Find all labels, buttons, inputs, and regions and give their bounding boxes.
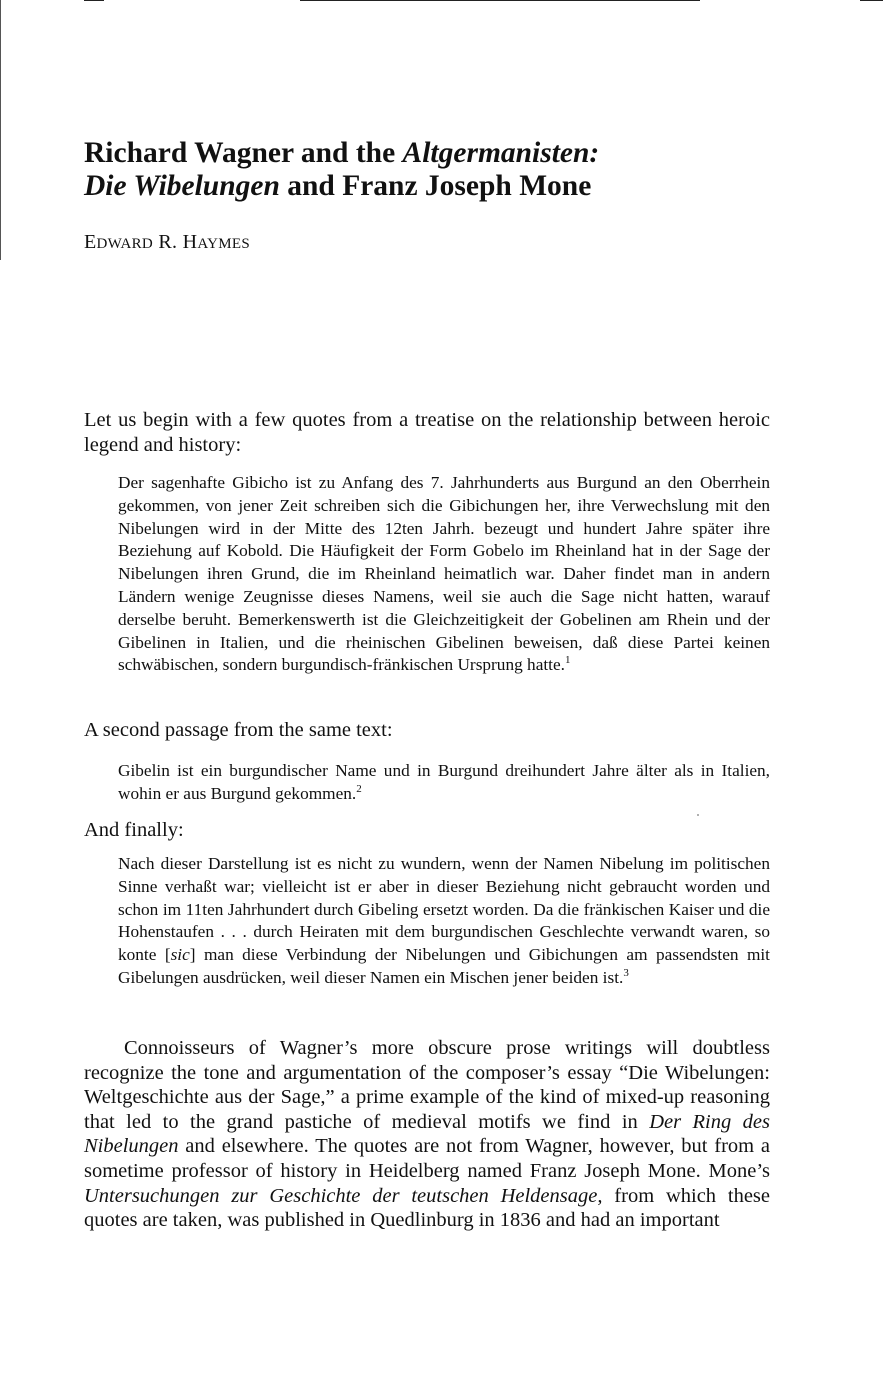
title-line-2: Die Wibelungen and Franz Joseph Mone (84, 170, 592, 202)
second-passage-intro: A second passage from the same text: (84, 719, 393, 741)
top-rule-center (300, 0, 700, 1)
closing-paragraph: Connoisseurs of Wagner’s more obscure prose writings will doubtless recognize the tone and argumentation of the composer’s essay “Die Wibelungen: Weltgeschichte aus der Sage,” a prime example of the kind of mixed-up reasoning that led to the grand pastiche of medieval motifs we find in Der Ring des Nibelungen and elsewhere. The quotes are not from Wagner, however, but from a sometime professor of history in Heidelberg named Franz Joseph Mone. Mone’s Untersuchungen zur Geschichte der teutschen Heldensage, from which these quotes are taken, was published in Quedlinburg in 1836 and had an important (84, 1037, 770, 1232)
untersuchungen-title: Untersuchungen zur Geschichte der teutschen Heldensage, (84, 1184, 603, 1207)
intro-paragraph: Let us begin with a few quotes from a treatise on the relationship between heroic legend and history: (84, 409, 770, 456)
footnote-marker-2[interactable]: 2 (356, 783, 362, 796)
top-rule-right (860, 0, 883, 1)
footnote-marker-1[interactable]: 1 (564, 654, 571, 667)
block-quote-2: Gibelin ist ein burgundischer Name und in Burgund dreihundert Jahre älter als in Italien, wohin er aus Burgund gekommen.$^2$ (118, 761, 770, 803)
top-rule-left (84, 0, 104, 1)
article-title (84, 137, 804, 203)
author-name: EDWARD R. HAYMES (84, 231, 250, 253)
finally-intro: And finally: (84, 819, 184, 841)
block-quote-1: Der sagenhafte Gibicho ist zu Anfang des 7. Jahrhunderts aus Burgund an den Oberrhein gekommen, von jener Zeit schreiben sich die Gibichungen her, ihre Verwechslung mit den Nibelungen wird in der Mitte des 12ten Jahrh. bezeugt und hundert Jahre später ihre Beziehung auf Kobold. Die Häufigkeit der Form Gobelo im Rheinland hat in der Sage der Nibelungen ihren Grund, die im Rheinland heimatlich war. Daher findet man in andern Ländern wenige Zeugnisse dieses Namens, weil sie auch die Sage nicht hatten, warauf derselbe beruht. Bemerkenswerth ist die Gleichzeitigkeit der Gobelinen am Rhein und der Gibelinen in Italien, und die rheinischen Gibelinen beweisen, daß diese Partei keinen schwäbischen, sondern burgundisch-fränkischen Ursprung hatte.$^1$ (118, 473, 770, 675)
ring-title: Der Ring des Nibelungen (84, 1110, 770, 1158)
speck (697, 814, 699, 816)
footnote-marker-3[interactable]: 3 (623, 967, 629, 980)
block-quote-3: Nach dieser Darstellung ist es nicht zu wundern, wenn der Namen Nibelung im politischen Sinne verhaßt war; vielleicht ist er aber in dieser Beziehung nicht gebraucht worden und schon im 11ten Jahrhundert durch Gibeling ersetzt worden. Da die fränkischen Kaiser und die Hohenstaufen . . . durch Heiraten mit dem burgundischen Geschlechte verwandt waren, so konte [sic] man diese Verbindung der Nibelungen und Gibichungen am passendsten mit Gibelungen ausdrücken, weil dieser Namen ein Mischen jener beiden ist.$^3$ (118, 854, 770, 987)
left-edge-rule (0, 0, 1, 260)
title-line-1: Richard Wagner and the Altgermanisten: (84, 137, 600, 169)
